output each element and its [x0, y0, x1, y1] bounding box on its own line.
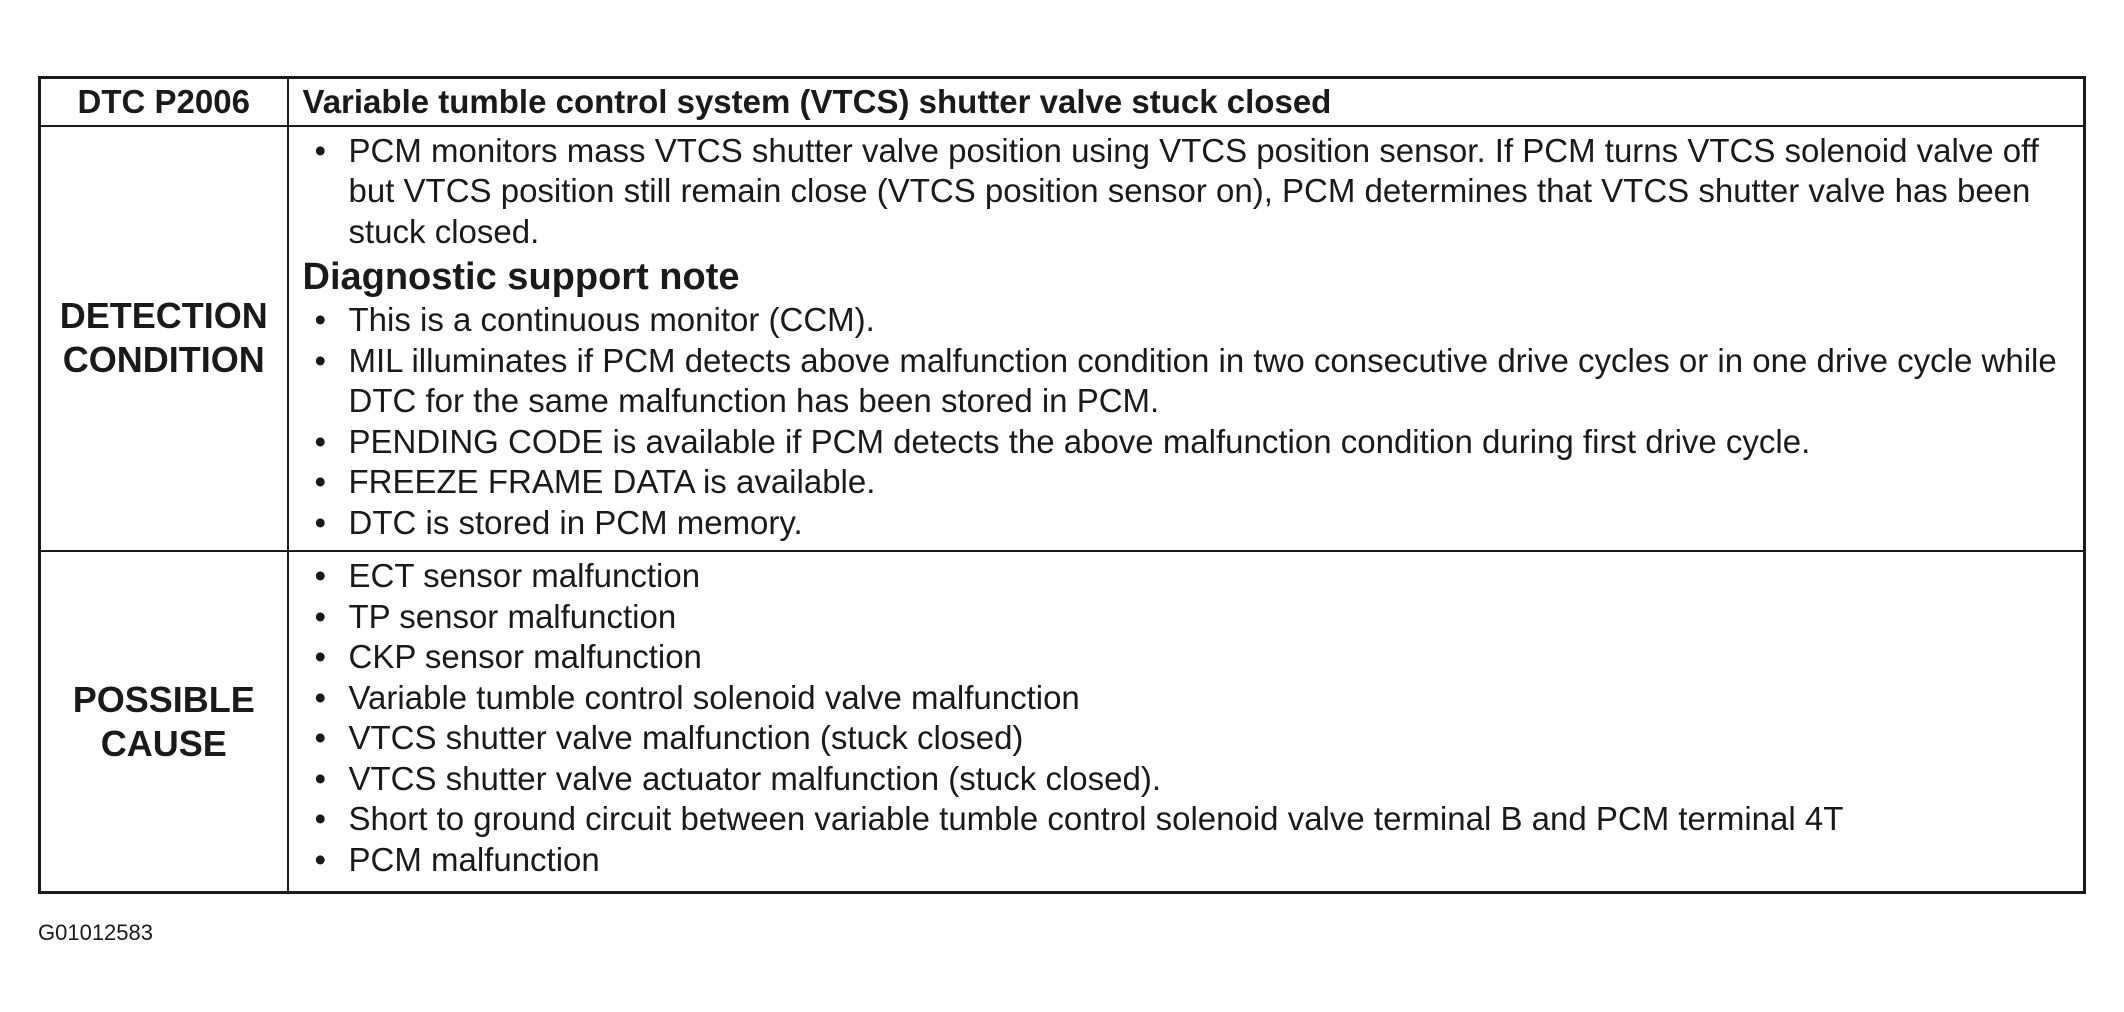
- cause-label-line2: CAUSE: [100, 722, 227, 764]
- list-item: • This is a continuous monitor (CCM).: [303, 300, 2064, 341]
- detection-label-line2: CONDITION: [62, 339, 265, 381]
- list-item: • Short to ground circuit between variable tumble control solenoid valve terminal B and PCM terminal 4T: [303, 799, 2064, 840]
- list-item: • MIL illuminates if PCM detects above malfunction condition in two consecutive drive cycles or in one drive cycle while DTC for the same malfunction has been stored in PCM.: [303, 341, 2064, 422]
- list-item: • PCM malfunction: [303, 840, 2064, 881]
- list-item: • CKP sensor malfunction: [303, 637, 2064, 678]
- list-item: • DTC is stored in PCM memory.: [303, 503, 2064, 544]
- cause-label-line1: POSSIBLE: [72, 678, 255, 720]
- list-item: • ECT sensor malfunction: [303, 556, 2064, 597]
- dtc-code: DTC P2006: [40, 78, 288, 126]
- list-item: • VTCS shutter valve malfunction (stuck closed): [303, 718, 2064, 759]
- detection-bullet-list: [303, 131, 2064, 253]
- list-item: • VTCS shutter valve actuator malfunction (stuck closed).: [303, 759, 2064, 800]
- detection-label-line1: DETECTION: [59, 295, 268, 337]
- list-item: • FREEZE FRAME DATA is available.: [303, 462, 2064, 503]
- detection-condition-label: [40, 126, 288, 552]
- list-item: • PCM monitors mass VTCS shutter valve position using VTCS position sensor. If PCM turns VTCS solenoid valve off but VTCS position still remain close (VTCS position sensor on), PCM determines that VTCS shutter valve has been stuck closed.: [303, 131, 2064, 253]
- diagnostic-note-bullet-list: [303, 300, 2064, 543]
- dtc-table: [38, 76, 2086, 894]
- list-item: • Variable tumble control solenoid valve malfunction: [303, 678, 2064, 719]
- header-row: [40, 78, 2085, 126]
- figure-id: G01012583: [38, 920, 153, 945]
- diagnostic-support-note-heading: Diagnostic support note: [302, 256, 740, 299]
- possible-cause-content: [288, 551, 2085, 892]
- list-item: • PENDING CODE is available if PCM detects the above malfunction condition during first drive cycle.: [303, 422, 2064, 463]
- possible-cause-row: [40, 551, 2085, 892]
- possible-cause-label: [40, 551, 288, 892]
- detection-condition-row: [40, 126, 2085, 552]
- list-item: • TP sensor malfunction: [303, 597, 2064, 638]
- cause-bullet-list: [303, 556, 2064, 880]
- dtc-title: Variable tumble control system (VTCS) shutter valve stuck closed: [288, 78, 2085, 126]
- detection-condition-content: [288, 126, 2085, 552]
